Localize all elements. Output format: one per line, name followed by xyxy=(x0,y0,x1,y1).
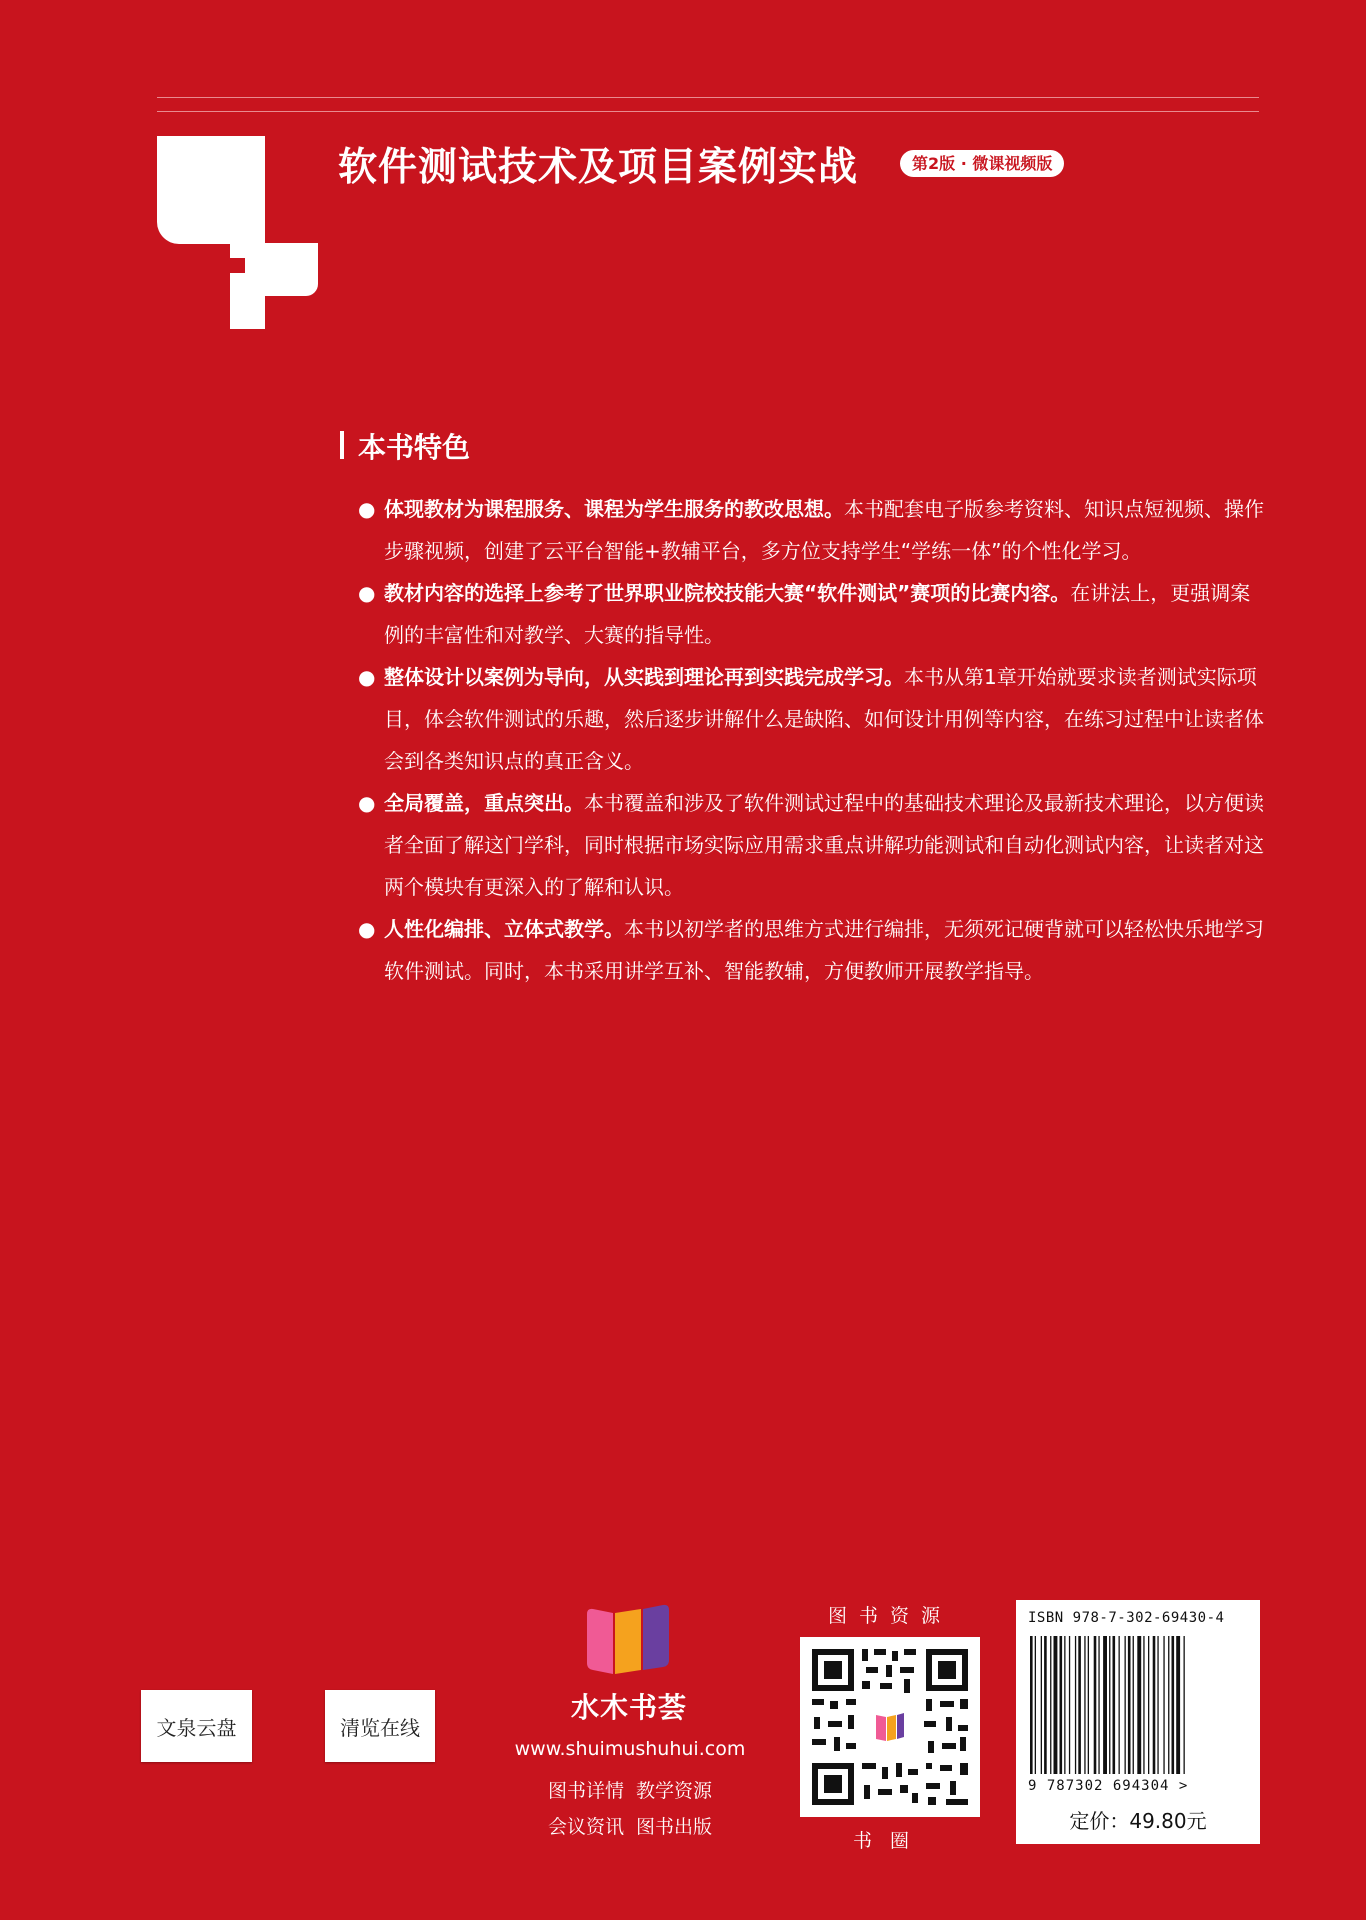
feature-lead: 教材内容的选择上参考了世界职业院校技能大赛“软件测试”赛项的比赛内容。 xyxy=(384,581,1071,605)
publisher-name: 水木书荟 xyxy=(570,1691,687,1724)
barcode-bar xyxy=(1176,1636,1180,1774)
isbn-barcode-panel xyxy=(1016,1600,1260,1844)
features-heading: 本书特色 xyxy=(358,431,471,464)
edition-badge: 第2版 · 微课视频版 xyxy=(900,150,1064,177)
feature-lead: 体现教材为课程服务、课程为学生服务的教改思想。 xyxy=(384,497,844,521)
barcode-bar xyxy=(1044,1636,1047,1774)
barcode-bar xyxy=(1137,1636,1141,1774)
qinglan-online-button[interactable]: 清览在线 xyxy=(325,1690,435,1762)
barcode-bar xyxy=(1103,1636,1107,1774)
qr-code[interactable] xyxy=(800,1637,980,1817)
top-rule xyxy=(157,97,1259,98)
barcode-bar xyxy=(1064,1636,1065,1774)
barcode-bar xyxy=(1153,1636,1156,1774)
barcode-bar xyxy=(1119,1636,1120,1774)
barcode-bar xyxy=(1054,1636,1058,1774)
barcode-bar xyxy=(1094,1636,1097,1774)
barcode-bar xyxy=(1133,1636,1134,1774)
barcode-bar xyxy=(1088,1636,1089,1774)
feature-item xyxy=(358,656,1270,782)
qr-code-icon xyxy=(800,1637,980,1817)
barcode-bar xyxy=(1157,1636,1158,1774)
feature-item xyxy=(358,782,1270,908)
publisher-url[interactable]: www.shuimushuhui.com xyxy=(514,1738,746,1760)
barcode-bar xyxy=(1078,1636,1081,1774)
barcode-bar xyxy=(1172,1636,1175,1774)
barcode-digits: 9 787302 694304 > xyxy=(1028,1778,1189,1794)
barcode-bar xyxy=(1109,1636,1110,1774)
barcode-bar xyxy=(1113,1636,1116,1774)
feature-item xyxy=(358,908,1270,992)
barcode-bar xyxy=(1060,1636,1063,1774)
barcode-bar xyxy=(1143,1636,1144,1774)
section-marker xyxy=(340,431,344,459)
barcode-bar xyxy=(1084,1636,1085,1774)
wenquan-cloud-button[interactable]: 文泉云盘 xyxy=(141,1690,252,1762)
barcode-bar xyxy=(1035,1636,1036,1774)
feature-text: 在讲法上，更强调案例的丰富性和对教学、大赛的指导性。 xyxy=(384,581,1251,647)
feature-text: 本书覆盖和涉及了软件测试过程中的基础技术理论及最新技术理论，以方便读者全面了解这门学科，同时根据市场实际应用需求重点讲解功能测试和自动化测试内容，让读者对这两个模块有更深入的了解和认识。 xyxy=(384,791,1264,899)
barcode-bar xyxy=(1184,1636,1185,1774)
feature-lead: 整体设计以案例为导向，从实践到理论再到实践完成学习。 xyxy=(384,665,904,689)
bullet-icon: ● xyxy=(358,581,376,605)
bullet-icon: ● xyxy=(358,791,376,815)
publisher-links-row2: 会议资讯 图书出版 xyxy=(547,1816,713,1838)
barcode-bar xyxy=(1163,1636,1164,1774)
feature-lead: 人性化编排、立体式教学。 xyxy=(384,917,624,941)
feature-lead: 全局覆盖，重点突出。 xyxy=(384,791,584,815)
barcode-bar xyxy=(1125,1636,1126,1774)
barcode-bar xyxy=(1168,1636,1169,1774)
qr-title: 图书资源 xyxy=(827,1605,952,1627)
feature-item xyxy=(358,572,1270,656)
top-rule-second xyxy=(157,111,1259,112)
feature-item xyxy=(358,488,1270,572)
barcode-bar xyxy=(1148,1636,1149,1774)
isbn-number: ISBN 978-7-302-69430-4 xyxy=(1028,1610,1225,1626)
bullet-icon: ● xyxy=(358,917,376,941)
barcode-bar xyxy=(1098,1636,1099,1774)
barcode-bar xyxy=(1030,1636,1033,1774)
publisher-links-row1: 图书详情 教学资源 xyxy=(547,1780,713,1802)
bullet-icon: ● xyxy=(358,665,376,689)
price-label: 定价：49.80元 xyxy=(1069,1809,1207,1833)
barcode-bar xyxy=(1128,1636,1131,1774)
feature-text: 本书配套电子版参考资料、知识点短视频、操作步骤视频，创建了云平台智能+教辅平台，多方位支持学生“学练一体”的个性化学习。 xyxy=(384,497,1264,563)
bullet-icon: ● xyxy=(358,497,376,521)
book-title: 软件测试技术及项目案例实战 xyxy=(338,145,859,190)
publisher-book-logo-icon xyxy=(585,1604,671,1676)
features-list xyxy=(358,488,1270,992)
barcode-bar xyxy=(1050,1636,1051,1774)
barcode-bar xyxy=(1069,1636,1070,1774)
feature-text: 本书以初学者的思维方式进行编排，无须死记硬背就可以轻松快乐地学习软件测试。同时，本书采用讲学互补、智能教辅，方便教师开展教学指导。 xyxy=(384,917,1264,983)
feature-text: 本书从第1章开始就要求读者测试实际项目，体会软件测试的乐趣，然后逐步讲解什么是缺陷、如何设计用例等内容，在练习过程中让读者体会到各类知识点的真正含义。 xyxy=(384,665,1264,773)
barcode-icon xyxy=(1030,1636,1246,1774)
barcode-bar xyxy=(1075,1636,1076,1774)
barcode-bar xyxy=(1041,1636,1042,1774)
qr-caption: 书圈 xyxy=(852,1830,927,1852)
